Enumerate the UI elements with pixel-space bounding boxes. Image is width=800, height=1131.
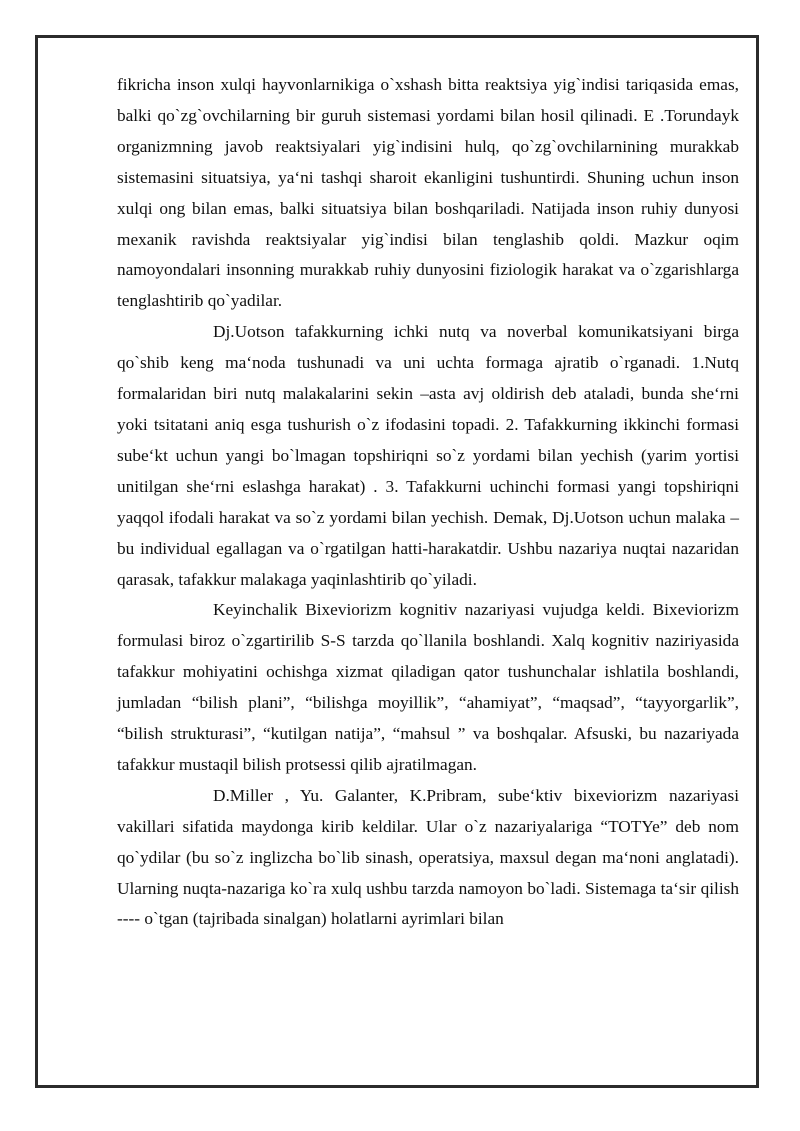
paragraph-3: Keyinchalik Bixeviorizm kognitiv nazariyasi vujudga keldi. Bixeviorizm formulasi biroz o`zgartirilib S-S tarzda qo`llanila boshlandi. Xalq kognitiv naziriyasida tafakkur mohiyatini ochishga xizmat qiladigan qator tushunchalar ishlatila boshlandi, jumladan “bilish plani”, “bilishga moyillik”, “ahamiyat”, “maqsad”, “tayyorgarlik”, “bilish strukturasi”, “kutilgan natija”, “mahsul ” va boshqalar. Afsuski, bu nazariyada tafakkur mustaqil bilish protsessi qilib ajratilmagan. bbox=[117, 600, 739, 774]
paragraph-1: fikricha inson xulqi hayvonlarnikiga o`xshash bitta reaktsiya yig`indisi tariqasida emas, balki qo`zg`ovchilarning bir guruh sistemasi yordami bilan hosil qilinadi. E .Torundayk organizmning javob reaktsiyalari yig`indisini hulq, qo`zg`ovchilarnining murakkab sistemasini situatsiya, ya‘ni tashqi sharoit ekanligini tushuntirdi. Shuning uchun inson xulqi ong bilan emas, balki situatsiya bilan boshqariladi. Natijada inson ruhiy dunyosi mexanik ravishda reaktsiyalar yig`indisi bilan tenglashib qoldi. Mazkur oqim namoyondalari insonning murakkab ruhiy dunyosini fiziologik harakat va o`zgarishlarga tenglashtirib qo`yadilar. bbox=[117, 75, 739, 311]
page-text bbox=[117, 70, 739, 935]
paragraph-2: Dj.Uotson tafakkurning ichki nutq va noverbal komunikatsiyani birga qo`shib keng ma‘noda tushunadi va uni uchta formaga ajratib o`rganadi. 1.Nutq formalaridan biri nutq malakalarini sekin –asta avj oldirish deb ataladi, bunda she‘rni yoki tsitatani aniq esga tushurish o`z ifodasini topadi. 2. Tafakkurning ikkinchi formasi sube‘kt uchun yangi bo`lmagan topshiriqni so`z yordami bilan yechish (yarim yortisi unitilgan she‘rni eslashga harakat) . 3. Tafakkurni uchinchi formasi yangi topshiriqni yaqqol ifodali harakat va so`z yordami bilan yechish. Demak, Dj.Uotson uchun malaka –bu individual egallagan va o`rgatilgan hatti-harakatdir. Ushbu nazariya nuqtai nazaridan qarasak, tafakkur malakaga yaqinlashtirib qo`yiladi. bbox=[117, 322, 739, 589]
paragraph-4: D.Miller , Yu. Galanter, K.Pribram, sube‘ktiv bixeviorizm nazariyasi vakillari sifatida maydonga kirib keldilar. Ular o`z nazariyalariga “TOTYe” deb nom qo`ydilar (bu so`z inglizcha bo`lib sinash, operatsiya, maxsul degan ma‘noni anglatadi). Ularning nuqta-nazariga ko`ra xulq ushbu tarzda namoyon bo`ladi. Sistemaga ta‘sir qilish ---- o`tgan (tajribada sinalgan) holatlarni ayrimlari bilan bbox=[117, 785, 739, 929]
